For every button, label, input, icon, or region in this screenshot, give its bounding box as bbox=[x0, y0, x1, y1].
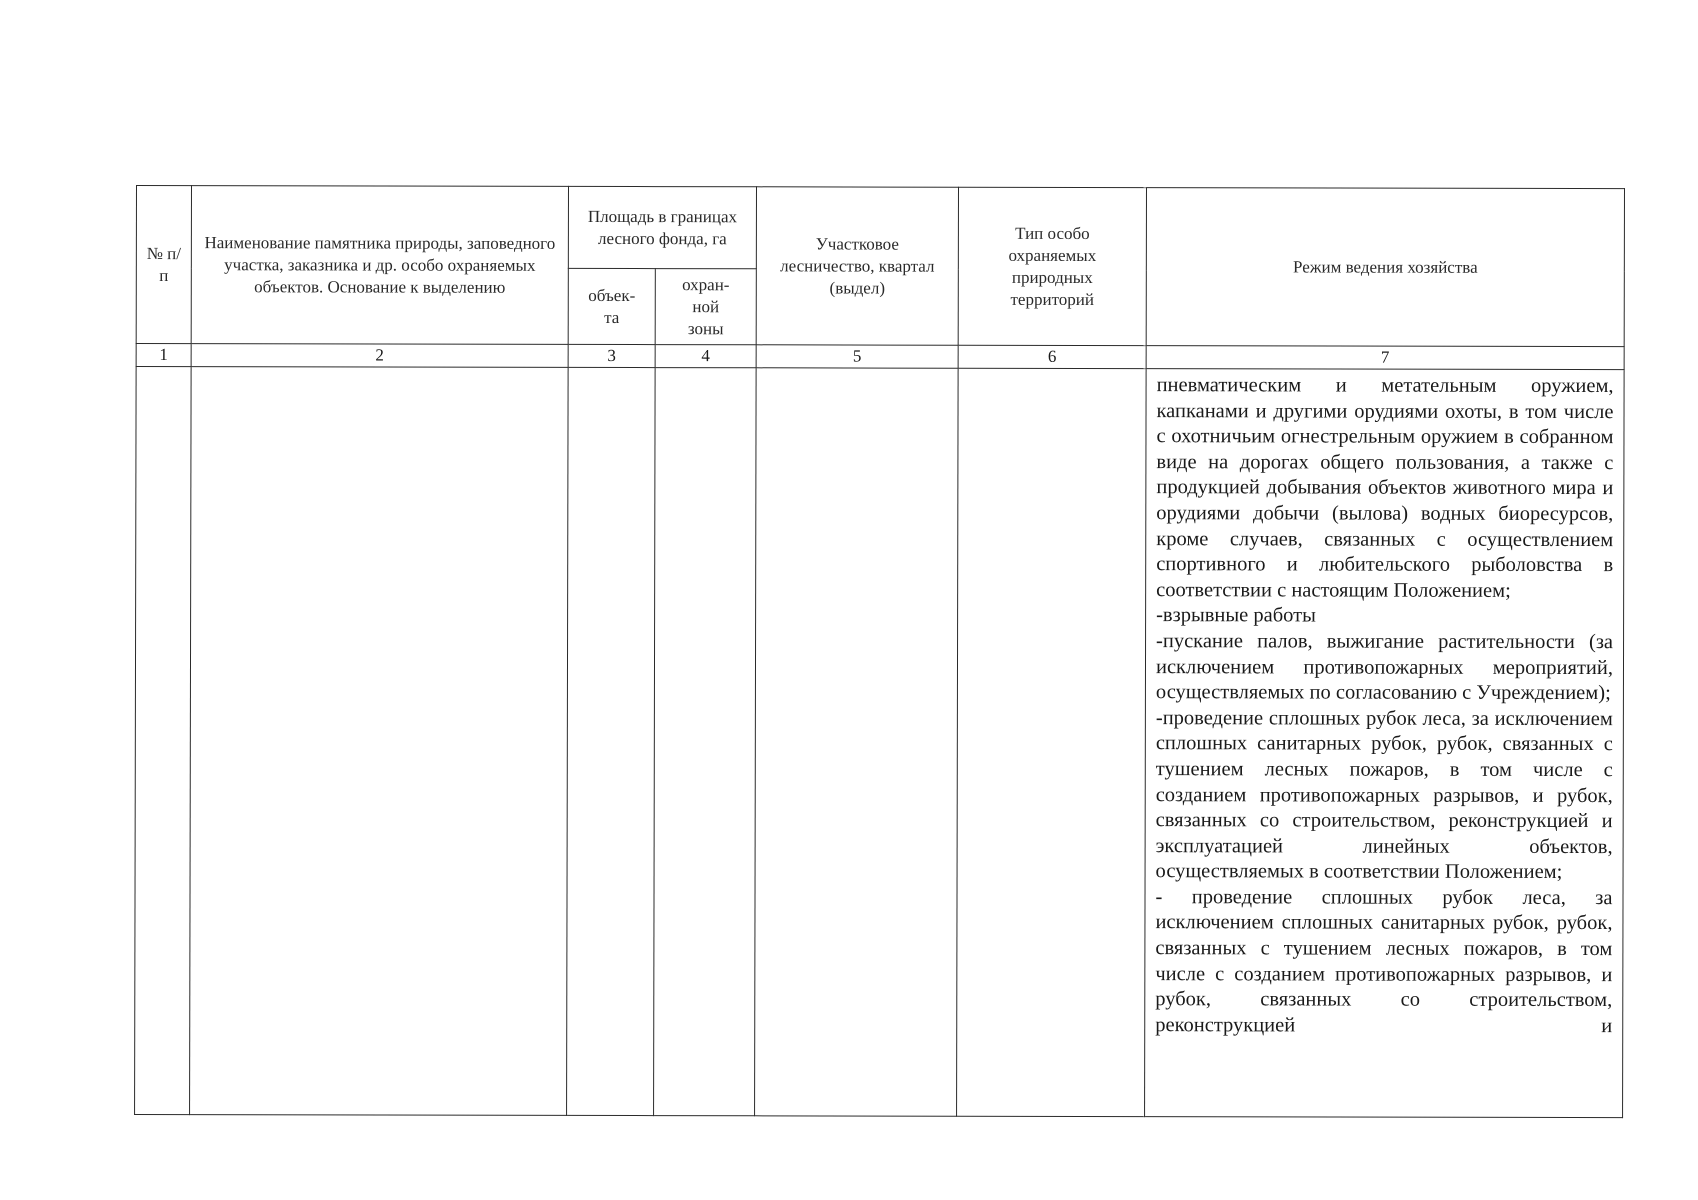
column-number: 5 bbox=[756, 345, 958, 368]
table-header bbox=[136, 186, 1624, 347]
header-area-object: объек-та bbox=[568, 268, 655, 344]
header-number: № п/п bbox=[136, 186, 191, 344]
row-cell-area-buffer bbox=[654, 368, 757, 1116]
header-management-regime: Режим ведения хозяйства bbox=[1146, 188, 1624, 347]
management-regime-text bbox=[1145, 369, 1623, 1039]
column-number: 3 bbox=[568, 344, 655, 367]
column-number: 7 bbox=[1146, 346, 1624, 370]
protected-areas-table bbox=[134, 185, 1625, 1118]
column-number: 2 bbox=[191, 344, 568, 368]
column-number: 1 bbox=[136, 344, 191, 367]
regime-paragraph: -пускание палов, выжигание растительности (за исключением противопожарных мероприятий, осуществляемых по согласованию с Учреждением); bbox=[1155, 630, 1614, 705]
column-number: 4 bbox=[655, 345, 756, 368]
regime-paragraph: - проведение сплошных рубок леса, за исключением сплошных санитарных рубок, рубок, связанных с тушением лесных пожаров, в том числе с созданием противопожарных разрывов, и рубок, связанных со строительством, реконструкцией и bbox=[1155, 886, 1613, 1037]
header-territory-type: Тип особо охраняемых природных территорий bbox=[958, 187, 1146, 345]
header-forestry: Участковое лесничество, квартал (выдел) bbox=[756, 187, 958, 345]
row-cell-management-regime bbox=[1145, 369, 1625, 1118]
row-cell-area-object bbox=[567, 367, 656, 1115]
header-area-group: Площадь в границах лесного фонда, га bbox=[568, 186, 756, 268]
column-numbers-row bbox=[136, 344, 1624, 370]
table-row bbox=[135, 367, 1625, 1118]
row-cell-name bbox=[190, 367, 569, 1116]
row-cell-territory-type bbox=[957, 368, 1147, 1116]
regime-paragraph: пневматическим и метательным оружием, капканами и другими орудиями охоты, в том числе с охотничьим огнестрельным оружием в собранном виде на дорогах общего пользования, а также с продукцией добывания объектов животного мира и орудиями добычи (вылова) водных биоресурсов, кроме случаев, связанных с осуществлением спортивного и любительского рыболовства в соответствии с настоящим Положением; bbox=[1156, 374, 1614, 602]
column-number: 6 bbox=[958, 345, 1146, 368]
header-area-buffer: охран-ной зоны bbox=[655, 269, 756, 345]
row-cell-forestry bbox=[755, 368, 959, 1116]
header-name: Наименование памятника природы, заповедного участка, заказника и др. особо охраняемых объектов. Основание к выделению bbox=[191, 186, 568, 345]
row-cell-number bbox=[135, 367, 192, 1115]
regime-paragraph: -проведение сплошных рубок леса, за исключением сплошных санитарных рубок, рубок, связанных с тушением лесных пожаров, в том числе с созданием противопожарных разрывов, и рубок, связанных со строительством, реконструкцией и эксплуатацией линейных объектов, осуществляемых в соответствии Положением; bbox=[1155, 706, 1613, 884]
regime-paragraph: -взрывные работы bbox=[1156, 604, 1316, 627]
